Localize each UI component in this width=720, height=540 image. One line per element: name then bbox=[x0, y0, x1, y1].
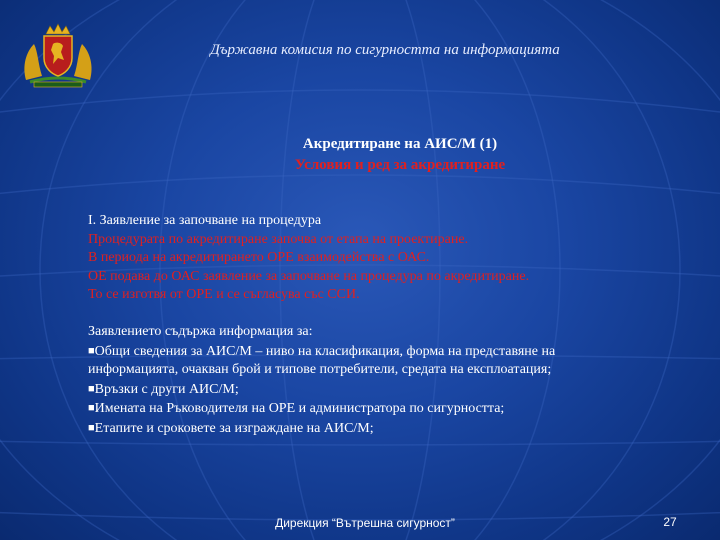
procedure-line: Процедурата по акредитиране започва от етапа на проектиране. bbox=[88, 231, 469, 247]
slide-title: Акредитиране на АИС/М (1) bbox=[302, 136, 498, 152]
page-number: 27 bbox=[663, 515, 677, 529]
slide-content bbox=[88, 212, 648, 439]
square-bullet-icon: ■ bbox=[88, 344, 95, 357]
procedure-line: В периода на акредитирането ОРЕ взаимодействa с ОАС. bbox=[88, 250, 430, 266]
list-item-continuation: информацията, очакван брой и типове потребители, средата на експлоатация; bbox=[88, 362, 552, 378]
slide-subtitle: Условия и ред за акредитиране bbox=[294, 157, 506, 173]
footer-text: Дирекция “Вътрешна сигурност” bbox=[275, 516, 455, 530]
square-bullet-icon: ■ bbox=[88, 421, 95, 434]
procedure-line: ОЕ подава до ОАС заявление за започване на процедура по акредитиране. bbox=[88, 268, 530, 284]
list-item: ■Връзки с други АИС/М; bbox=[88, 381, 239, 397]
list-item: ■Общи сведения за АИС/М – ниво на класификация, форма на представяне на bbox=[88, 343, 556, 359]
list-item: ■Етапите и сроковете за изграждане на АИС/М; bbox=[88, 420, 374, 436]
section-heading: І. Заявление за започване на процедура bbox=[88, 213, 322, 228]
intro-line: Заявлението съдържа информация за: bbox=[88, 323, 313, 339]
bulgarian-coat-of-arms-icon bbox=[20, 22, 96, 88]
square-bullet-icon: ■ bbox=[88, 382, 95, 395]
list-item: ■Имената на Ръководителя на ОРЕ и администратора по сигурността; bbox=[88, 401, 505, 417]
procedure-line: То се изготвя от ОРЕ и се съгласува със ССИ. bbox=[88, 287, 360, 303]
square-bullet-icon: ■ bbox=[88, 402, 95, 415]
header-title: Държавна комисия по сигурността на информацията bbox=[210, 42, 560, 58]
